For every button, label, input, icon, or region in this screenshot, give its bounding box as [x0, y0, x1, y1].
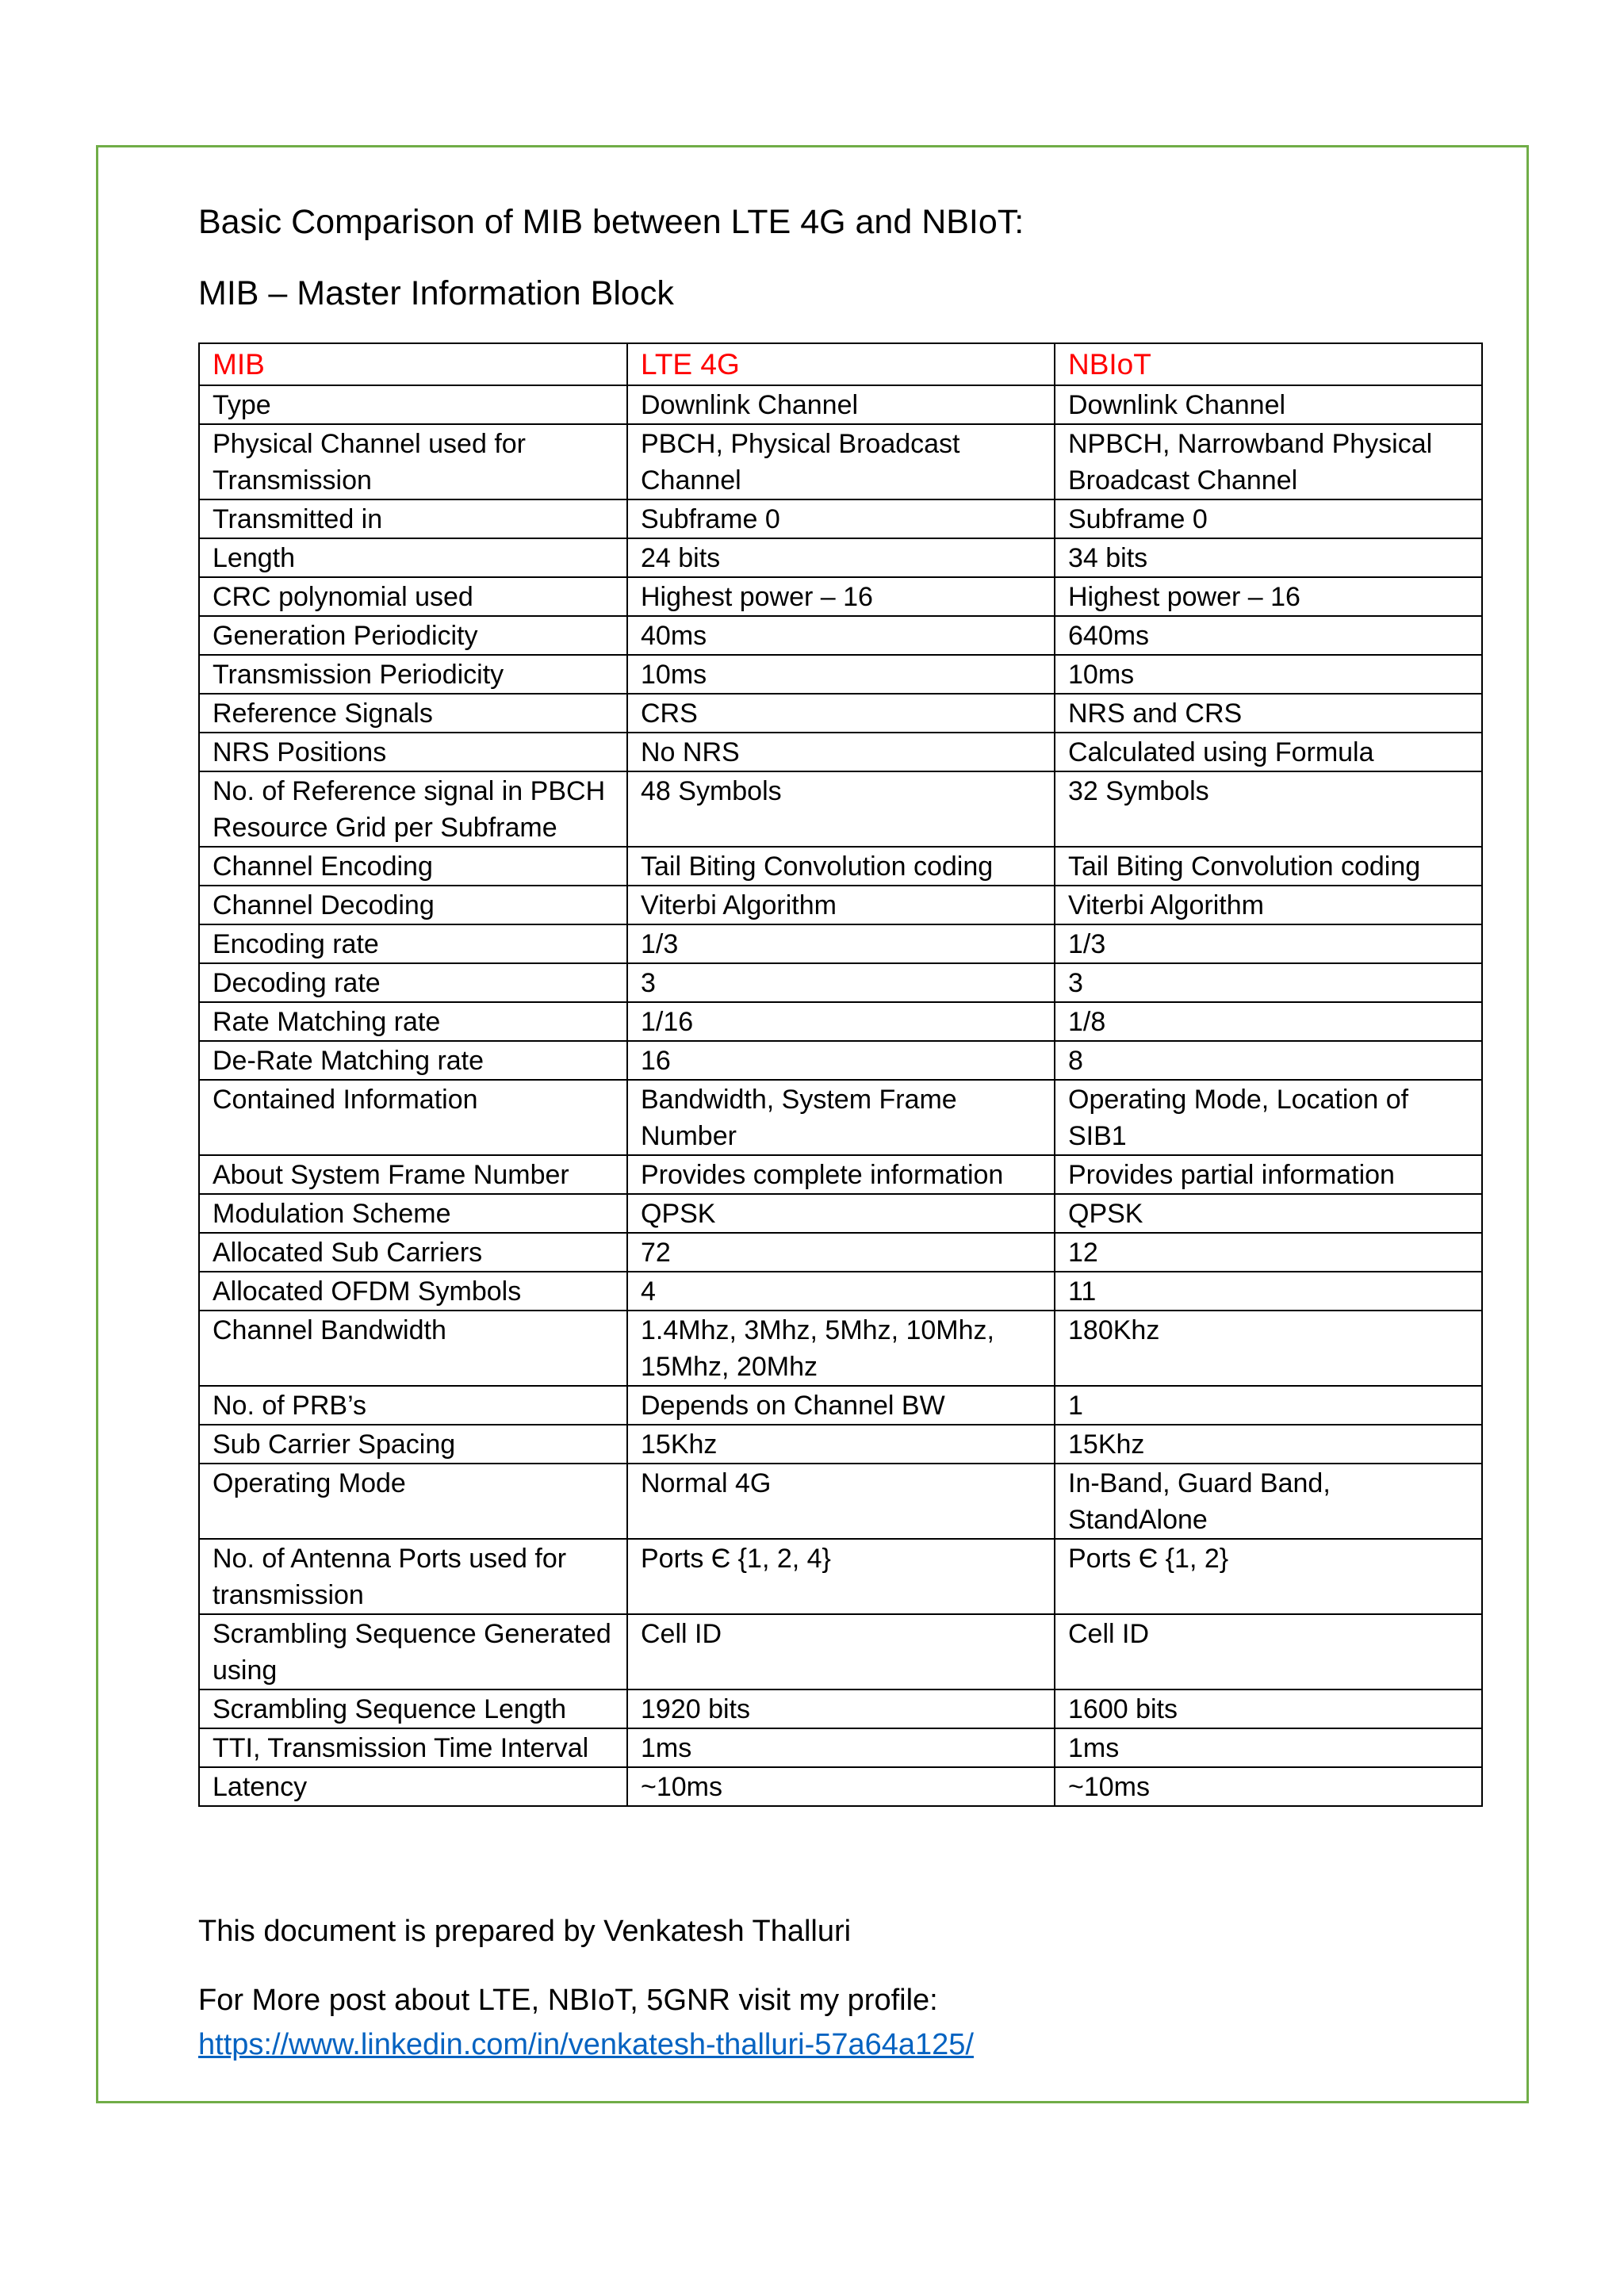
table-row	[199, 924, 1482, 963]
parameter-cell: About System Frame Number	[199, 1155, 627, 1194]
lte-4g-cell: 1920 bits	[627, 1689, 1055, 1728]
table-row	[199, 733, 1482, 771]
nbiot-cell: ~10ms	[1055, 1767, 1482, 1806]
lte-4g-cell: 40ms	[627, 616, 1055, 655]
table-row	[199, 1311, 1482, 1386]
lte-4g-cell: CRS	[627, 694, 1055, 733]
nbiot-cell: NPBCH, Narrowband Physical Broadcast Channel	[1055, 424, 1482, 499]
lte-4g-cell: Downlink Channel	[627, 385, 1055, 424]
parameter-cell: Channel Decoding	[199, 886, 627, 924]
table-row	[199, 1233, 1482, 1272]
table-row	[199, 963, 1482, 1002]
nbiot-cell: 34 bits	[1055, 538, 1482, 577]
parameter-cell: Type	[199, 385, 627, 424]
nbiot-cell: 640ms	[1055, 616, 1482, 655]
nbiot-cell: In-Band, Guard Band, StandAlone	[1055, 1464, 1482, 1539]
parameter-cell: Transmitted in	[199, 499, 627, 538]
more-posts-text: For More post about LTE, NBIoT, 5GNR visit my profile:	[198, 1984, 938, 2017]
prepared-by-text: This document is prepared by Venkatesh Thalluri	[198, 1915, 852, 1948]
parameter-cell: Encoding rate	[199, 924, 627, 963]
lte-4g-cell: PBCH, Physical Broadcast Channel	[627, 424, 1055, 499]
lte-4g-cell: 16	[627, 1041, 1055, 1080]
table-row	[199, 499, 1482, 538]
parameter-cell: Channel Encoding	[199, 847, 627, 886]
parameter-cell: Reference Signals	[199, 694, 627, 733]
nbiot-cell: Subframe 0	[1055, 499, 1482, 538]
parameter-cell: Allocated OFDM Symbols	[199, 1272, 627, 1311]
lte-4g-cell: No NRS	[627, 733, 1055, 771]
lte-4g-cell: 1/3	[627, 924, 1055, 963]
nbiot-cell: 15Khz	[1055, 1425, 1482, 1464]
lte-4g-cell: Depends on Channel BW	[627, 1386, 1055, 1425]
nbiot-cell: 1/8	[1055, 1002, 1482, 1041]
lte-4g-cell: Tail Biting Convolution coding	[627, 847, 1055, 886]
profile-link[interactable]: https://www.linkedin.com/in/venkatesh-thalluri-57a64a125/	[198, 2028, 974, 2061]
nbiot-cell: 8	[1055, 1041, 1482, 1080]
parameter-cell: Scrambling Sequence Generated using	[199, 1614, 627, 1689]
parameter-cell: Decoding rate	[199, 963, 627, 1002]
parameter-cell: No. of Antenna Ports used for transmission	[199, 1539, 627, 1614]
table-row	[199, 886, 1482, 924]
nbiot-cell: NRS and CRS	[1055, 694, 1482, 733]
table-body	[199, 385, 1482, 1806]
lte-4g-cell: Highest power – 16	[627, 577, 1055, 616]
parameter-cell: Transmission Periodicity	[199, 655, 627, 694]
lte-4g-cell: Provides complete information	[627, 1155, 1055, 1194]
table-row	[199, 655, 1482, 694]
lte-4g-cell: 15Khz	[627, 1425, 1055, 1464]
lte-4g-cell: 48 Symbols	[627, 771, 1055, 847]
parameter-cell: Length	[199, 538, 627, 577]
table-row	[199, 1425, 1482, 1464]
lte-4g-cell: Normal 4G	[627, 1464, 1055, 1539]
lte-4g-cell: Cell ID	[627, 1614, 1055, 1689]
table-row	[199, 847, 1482, 886]
lte-4g-cell: 3	[627, 963, 1055, 1002]
nbiot-cell: 1/3	[1055, 924, 1482, 963]
table-row	[199, 1041, 1482, 1080]
parameter-cell: Allocated Sub Carriers	[199, 1233, 627, 1272]
nbiot-cell: Calculated using Formula	[1055, 733, 1482, 771]
nbiot-cell: 32 Symbols	[1055, 771, 1482, 847]
lte-4g-cell: QPSK	[627, 1194, 1055, 1233]
nbiot-cell: Tail Biting Convolution coding	[1055, 847, 1482, 886]
table-row	[199, 1464, 1482, 1539]
lte-4g-cell: Viterbi Algorithm	[627, 886, 1055, 924]
nbiot-cell: Highest power – 16	[1055, 577, 1482, 616]
header-mib: MIB	[199, 343, 627, 385]
parameter-cell: Modulation Scheme	[199, 1194, 627, 1233]
header-nbiot: NBIoT	[1055, 343, 1482, 385]
parameter-cell: Contained Information	[199, 1080, 627, 1155]
lte-4g-cell: 1.4Mhz, 3Mhz, 5Mhz, 10Mhz, 15Mhz, 20Mhz	[627, 1311, 1055, 1386]
parameter-cell: Physical Channel used for Transmission	[199, 424, 627, 499]
table-row	[199, 1194, 1482, 1233]
parameter-cell: Rate Matching rate	[199, 1002, 627, 1041]
lte-4g-cell: 24 bits	[627, 538, 1055, 577]
table-row	[199, 1539, 1482, 1614]
table-row	[199, 1767, 1482, 1806]
nbiot-cell: Provides partial information	[1055, 1155, 1482, 1194]
parameter-cell: NRS Positions	[199, 733, 627, 771]
nbiot-cell: 1600 bits	[1055, 1689, 1482, 1728]
table-row	[199, 577, 1482, 616]
document-title: Basic Comparison of MIB between LTE 4G and NBIoT:	[198, 203, 1025, 241]
lte-4g-cell: Bandwidth, System Frame Number	[627, 1080, 1055, 1155]
nbiot-cell: 3	[1055, 963, 1482, 1002]
lte-4g-cell: 1/16	[627, 1002, 1055, 1041]
nbiot-cell: 1ms	[1055, 1728, 1482, 1767]
nbiot-cell: 1	[1055, 1386, 1482, 1425]
table-row	[199, 1689, 1482, 1728]
nbiot-cell: Downlink Channel	[1055, 385, 1482, 424]
parameter-cell: Scrambling Sequence Length	[199, 1689, 627, 1728]
table-row	[199, 424, 1482, 499]
table-row	[199, 1002, 1482, 1041]
parameter-cell: CRC polynomial used	[199, 577, 627, 616]
table-row	[199, 1080, 1482, 1155]
nbiot-cell: 11	[1055, 1272, 1482, 1311]
table-row	[199, 1272, 1482, 1311]
parameter-cell: Channel Bandwidth	[199, 1311, 627, 1386]
nbiot-cell: Operating Mode, Location of SIB1	[1055, 1080, 1482, 1155]
nbiot-cell: Viterbi Algorithm	[1055, 886, 1482, 924]
lte-4g-cell: 4	[627, 1272, 1055, 1311]
lte-4g-cell: 10ms	[627, 655, 1055, 694]
lte-4g-cell: 1ms	[627, 1728, 1055, 1767]
lte-4g-cell: ~10ms	[627, 1767, 1055, 1806]
table-row	[199, 1155, 1482, 1194]
parameter-cell: Latency	[199, 1767, 627, 1806]
parameter-cell: Operating Mode	[199, 1464, 627, 1539]
lte-4g-cell: Subframe 0	[627, 499, 1055, 538]
table-row	[199, 385, 1482, 424]
nbiot-cell: 180Khz	[1055, 1311, 1482, 1386]
parameter-cell: Sub Carrier Spacing	[199, 1425, 627, 1464]
table-row	[199, 771, 1482, 847]
parameter-cell: No. of Reference signal in PBCH Resource Grid per Subframe	[199, 771, 627, 847]
table-row	[199, 538, 1482, 577]
nbiot-cell: Cell ID	[1055, 1614, 1482, 1689]
parameter-cell: No. of PRB’s	[199, 1386, 627, 1425]
table-row	[199, 1614, 1482, 1689]
parameter-cell: De-Rate Matching rate	[199, 1041, 627, 1080]
table-row	[199, 694, 1482, 733]
table-header-row	[199, 343, 1482, 385]
lte-4g-cell: Ports Є {1, 2, 4}	[627, 1539, 1055, 1614]
parameter-cell: TTI, Transmission Time Interval	[199, 1728, 627, 1767]
table-row	[199, 1386, 1482, 1425]
nbiot-cell: QPSK	[1055, 1194, 1482, 1233]
table-row	[199, 616, 1482, 655]
nbiot-cell: 10ms	[1055, 655, 1482, 694]
mib-comparison-table	[198, 342, 1483, 1807]
lte-4g-cell: 72	[627, 1233, 1055, 1272]
header-lte-4g: LTE 4G	[627, 343, 1055, 385]
document-subtitle: MIB – Master Information Block	[198, 274, 674, 312]
table-row	[199, 1728, 1482, 1767]
nbiot-cell: Ports Є {1, 2}	[1055, 1539, 1482, 1614]
parameter-cell: Generation Periodicity	[199, 616, 627, 655]
nbiot-cell: 12	[1055, 1233, 1482, 1272]
